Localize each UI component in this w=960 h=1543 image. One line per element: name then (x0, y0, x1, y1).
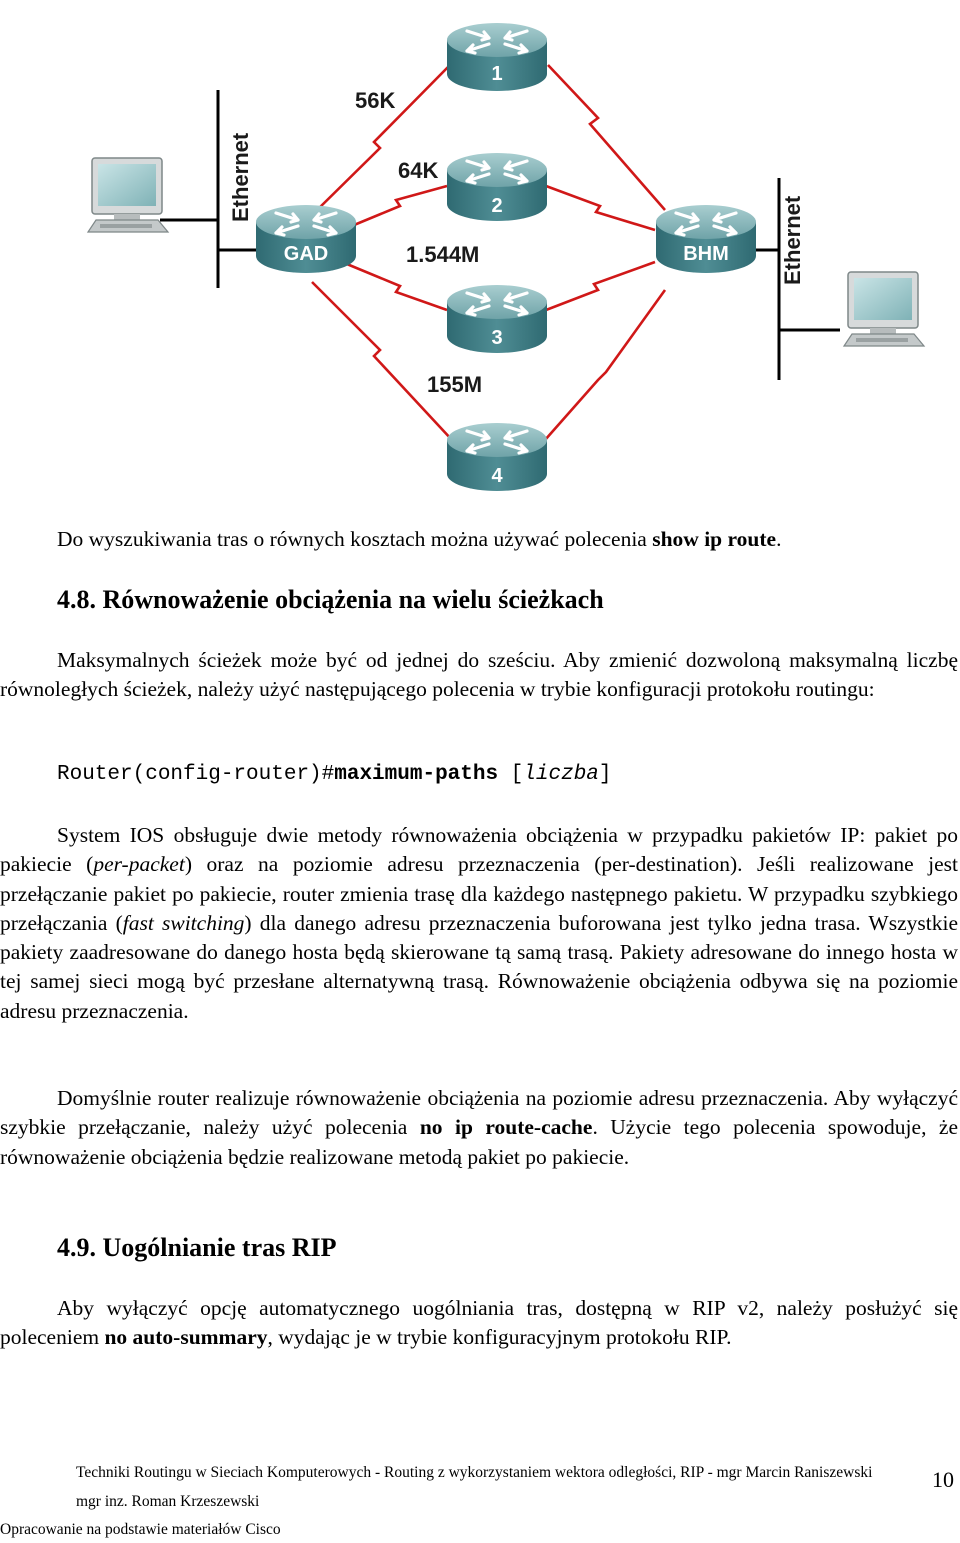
code-bracket-close: ] (598, 763, 612, 786)
router-gad-icon (256, 205, 356, 273)
router-bhm-label: BHM (683, 243, 729, 265)
command-no-ip-route-cache: no ip route-cache (419, 1115, 593, 1140)
code-argument: liczba (523, 763, 599, 786)
term-per-packet: per-packet (93, 852, 185, 877)
section-heading-4-9: 4.9. Uogólnianie tras RIP (57, 1233, 337, 1262)
methods-text-e: ) dla danego adresu przeznaczenia buforowana jest tylko jedna trasa. Wszystkie pakiety zaadresowane do danego hosta będą skierowane tą samą trasą. Pakiety adresowane do innego hosta w tej samej sieci mogą być przesłane alternatywną trasą. Równoważenie obciążenia odbywa się na poziomie adresu przeznaczenia. (0, 910, 958, 1023)
page-number: 10 (932, 1467, 954, 1492)
methods-text-c: ) oraz na poziomie adresu przeznaczenia (per-destination). Jeśli realizowane jest przełączanie pakiet po pakiecie, router zmienia trasę dla każdego następnego pakietu. W przypadku szybkiego przełączania ( (0, 852, 958, 935)
link-label-1544m: 1.544M (406, 242, 480, 267)
auto-summary-paragraph (0, 1294, 958, 1353)
link-label-64k: 64K (398, 158, 439, 183)
summary-text-c: , wydając je w trybie konfiguracyjnym protokołu RIP. (267, 1325, 732, 1350)
link-label-155m: 155M (427, 372, 483, 397)
code-bracket-open: [ (498, 763, 524, 786)
max-paths-paragraph: Maksymalnych ścieżek może być od jednej do sześciu. Aby zmienić dozwoloną maksymalną liczbę równoległych ścieżek, należy użyć następującego polecenia w trybie konfiguracji protokołu routingu: (0, 648, 958, 702)
serial-links (312, 65, 665, 440)
maximum-paths-command (57, 760, 612, 789)
router-1-icon (447, 23, 547, 91)
router-bhm-icon (656, 205, 756, 273)
router-2-icon (447, 153, 547, 221)
summary-text-a: Aby wyłączyć opcję automatycznego uogólniania tras, dostępną w RIP v2, należy posłużyć się poleceniem (0, 1296, 958, 1350)
code-command: maximum-paths (334, 763, 499, 786)
command-show-ip-route: show ip route (652, 527, 777, 551)
default-behaviour-paragraph (0, 1084, 958, 1172)
router-gad-label: GAD (283, 243, 329, 265)
footer-author: mgr inz. Roman Krzeszewski (76, 1493, 260, 1510)
load-balancing-methods-paragraph (0, 821, 958, 1026)
network-topology-diagram (0, 0, 960, 500)
router-3-label: 3 (491, 327, 503, 349)
ethernet-label-left: Ethernet (228, 132, 253, 222)
router-3-icon (447, 285, 547, 353)
router-1-label: 1 (491, 63, 503, 85)
router-4-icon (447, 423, 547, 491)
intro-paragraph (57, 525, 781, 554)
workstation-left-icon (88, 158, 168, 232)
footer-source: Opracowanie na podstawie materiałów Cisco (0, 1521, 281, 1538)
link-label-56k: 56K (355, 88, 396, 113)
workstation-right-icon (844, 272, 924, 346)
section-heading-4-8: 4.8. Równoważenie obciążenia na wielu ścieżkach (57, 585, 604, 614)
command-no-auto-summary: no auto-summary (104, 1325, 268, 1350)
default-text-c: . Użycie tego polecenia spowoduje, że równoważenie obciążenia będzie realizowane metodą pakiet po pakiecie. (0, 1115, 958, 1169)
footer-title: Techniki Routingu w Sieciach Komputerowych - Routing z wykorzystaniem wektora odległości, RIP - mgr Marcin Raniszewski (76, 1464, 873, 1481)
router-4-label: 4 (491, 465, 503, 487)
intro-period: . (776, 527, 782, 551)
code-prompt: Router(config-router)# (57, 763, 335, 786)
intro-text: Do wyszukiwania tras o równych kosztach można używać polecenia (57, 527, 653, 551)
term-fast-switching: fast switching (122, 910, 245, 935)
default-text-a: Domyślnie router realizuje równoważenie obciążenia na poziomie adresu przeznaczenia. Aby wyłączyć szybkie przełączanie, należy użyć polecenia (0, 1086, 958, 1140)
ethernet-label-right: Ethernet (780, 195, 805, 285)
methods-text-a: System IOS obsługuje dwie metody równoważenia obciążenia w przypadku pakietów IP: pakiet po pakiecie ( (0, 823, 958, 877)
router-2-label: 2 (491, 195, 503, 217)
